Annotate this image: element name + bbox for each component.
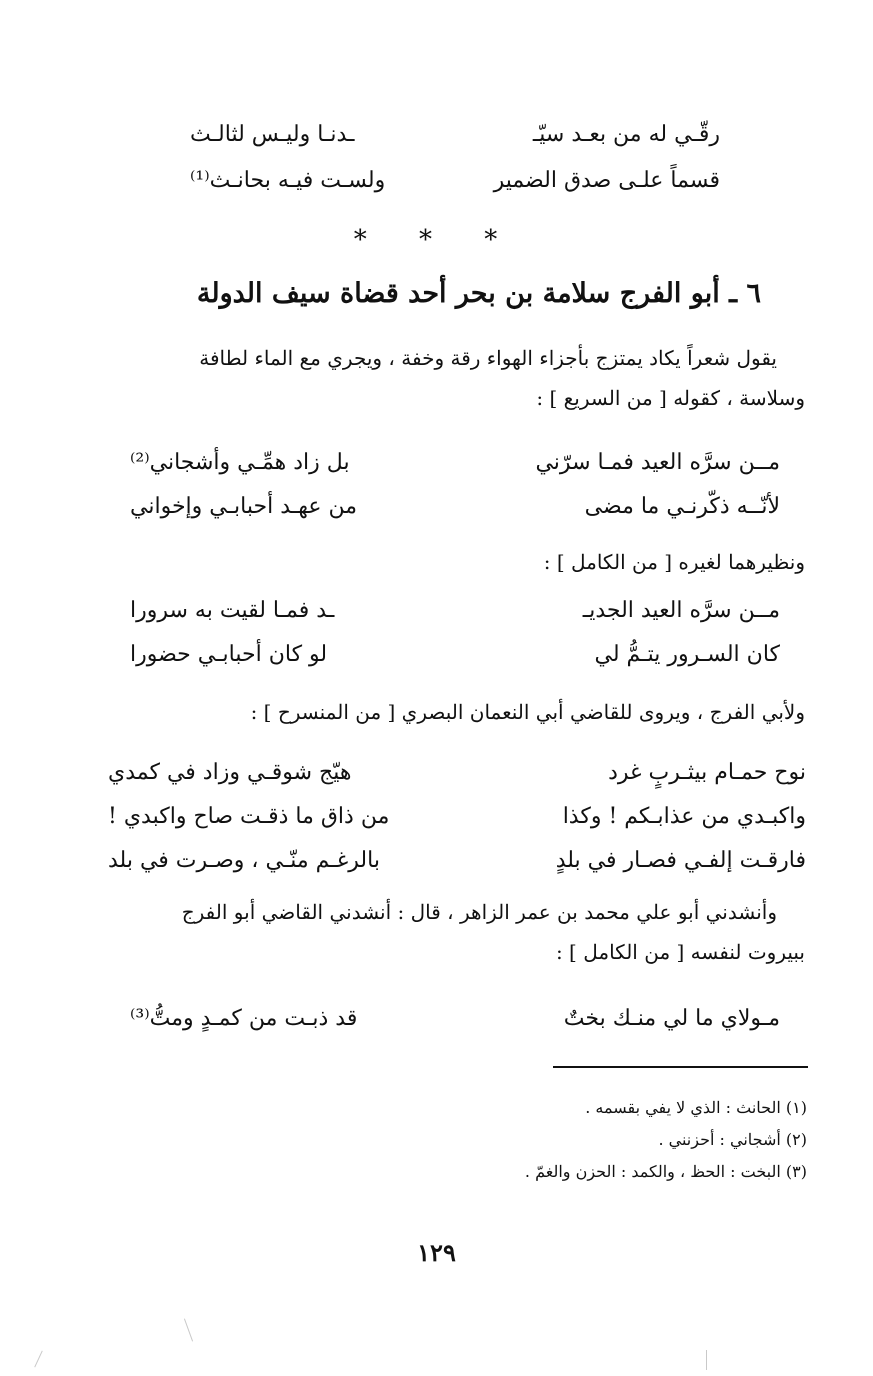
hemistich-right: مــن سرَّه العيد فمـا سرّني — [535, 449, 780, 475]
verse-line — [190, 112, 720, 156]
paragraph-line: وأنشدني أبو علي محمد بن عمر الزاهر ، قال : أنشدني القاضي أبو الفرج — [181, 900, 777, 924]
verse-line — [130, 484, 780, 528]
paragraph-line: ببيروت لنفسه [ من الكامل ] : — [555, 940, 805, 964]
verse-line — [108, 750, 806, 794]
hemistich-right: رقّـي له من بعـد سيّـ — [532, 121, 720, 147]
hemistich-right: مــن سرَّه العيد الجديـ — [582, 597, 780, 623]
scan-artifact — [706, 1350, 707, 1370]
hemistich-left: ـد فمـا لقيت به سرورا — [130, 597, 335, 623]
hemistich-left: بالرغـم منّـي ، وصـرت في بلد — [108, 847, 380, 873]
hemistich-left: لو كان أحبابـي حضورا — [130, 641, 328, 667]
hemistich-left: ـدنـا وليـس لثالـث — [190, 121, 355, 147]
page-number: ١٢٩ — [417, 1238, 456, 1267]
verse-line — [108, 838, 806, 882]
verse-line — [108, 794, 806, 838]
scan-artifact — [34, 1351, 43, 1368]
section-separator: * * * — [353, 225, 520, 255]
verse-line — [130, 440, 780, 484]
paragraph-line: ونظيرهما لغيره [ من الكامل ] : — [543, 550, 805, 574]
verse-line — [130, 996, 780, 1040]
hemistich-right: قسماً علـى صدق الضمير — [493, 167, 720, 193]
verse-line — [130, 588, 780, 632]
footnote: (١) الحانث : الذي لا يفي بقسمه . — [585, 1098, 807, 1117]
verse-line — [130, 632, 780, 676]
footnote: (٢) أشجاني : أحزنني . — [658, 1130, 807, 1149]
paragraph-line: ولأبي الفرج ، ويروى للقاضي أبي النعمان البصري [ من المنسرح ] : — [250, 700, 805, 724]
hemistich-left: من عهـد أحبابـي وإخواني — [130, 493, 358, 519]
hemistich-left: هيّج شوقـي وزاد في كمدي — [108, 759, 352, 785]
hemistich-left: بل زاد همِّـي وأشجاني⁽²⁾ — [130, 449, 350, 475]
verse-line — [190, 158, 720, 202]
intro-paragraph — [105, 892, 805, 972]
footnote-divider — [553, 1066, 808, 1068]
section-heading: ٦ ـ أبو الفرج سلامة بن بحر أحد قضاة سيف الدولة — [196, 278, 761, 309]
hemistich-left: من ذاق ما ذقـت صاح واكبدي ! — [108, 803, 390, 829]
hemistich-right: مـولاي ما لي منـك بختٌ — [563, 1005, 780, 1031]
paragraph-line: وسلاسة ، كقوله [ من السريع ] : — [536, 386, 805, 410]
footnote: (٣) البخت : الحظ ، والكمد : الحزن والغمّ . — [524, 1162, 807, 1181]
hemistich-right: فارقـت إلفـي فصـار في بلدٍ — [555, 847, 806, 873]
hemistich-right: لأنّــه ذكّرنـي ما مضى — [584, 493, 780, 519]
hemistich-left: ولسـت فيـه بحانـث⁽¹⁾ — [190, 167, 386, 193]
intro-line — [105, 542, 805, 582]
intro-line — [105, 692, 805, 732]
hemistich-right: نوح حمـام بيثـربٍ غرد — [608, 759, 806, 785]
intro-paragraph — [105, 338, 805, 418]
paragraph-line: يقول شعراً يكاد يمتزج بأجزاء الهواء رقة وخفة ، ويجري مع الماء لطافة — [199, 346, 777, 370]
scan-artifact — [184, 1319, 193, 1342]
hemistich-left: قد ذبـت من كمـدٍ ومتُّ⁽³⁾ — [130, 1005, 358, 1031]
hemistich-right: كان السـرور يتـمُّ لي — [594, 641, 780, 667]
hemistich-right: واكبـدي من عذابـكم ! وكذا — [562, 803, 806, 829]
